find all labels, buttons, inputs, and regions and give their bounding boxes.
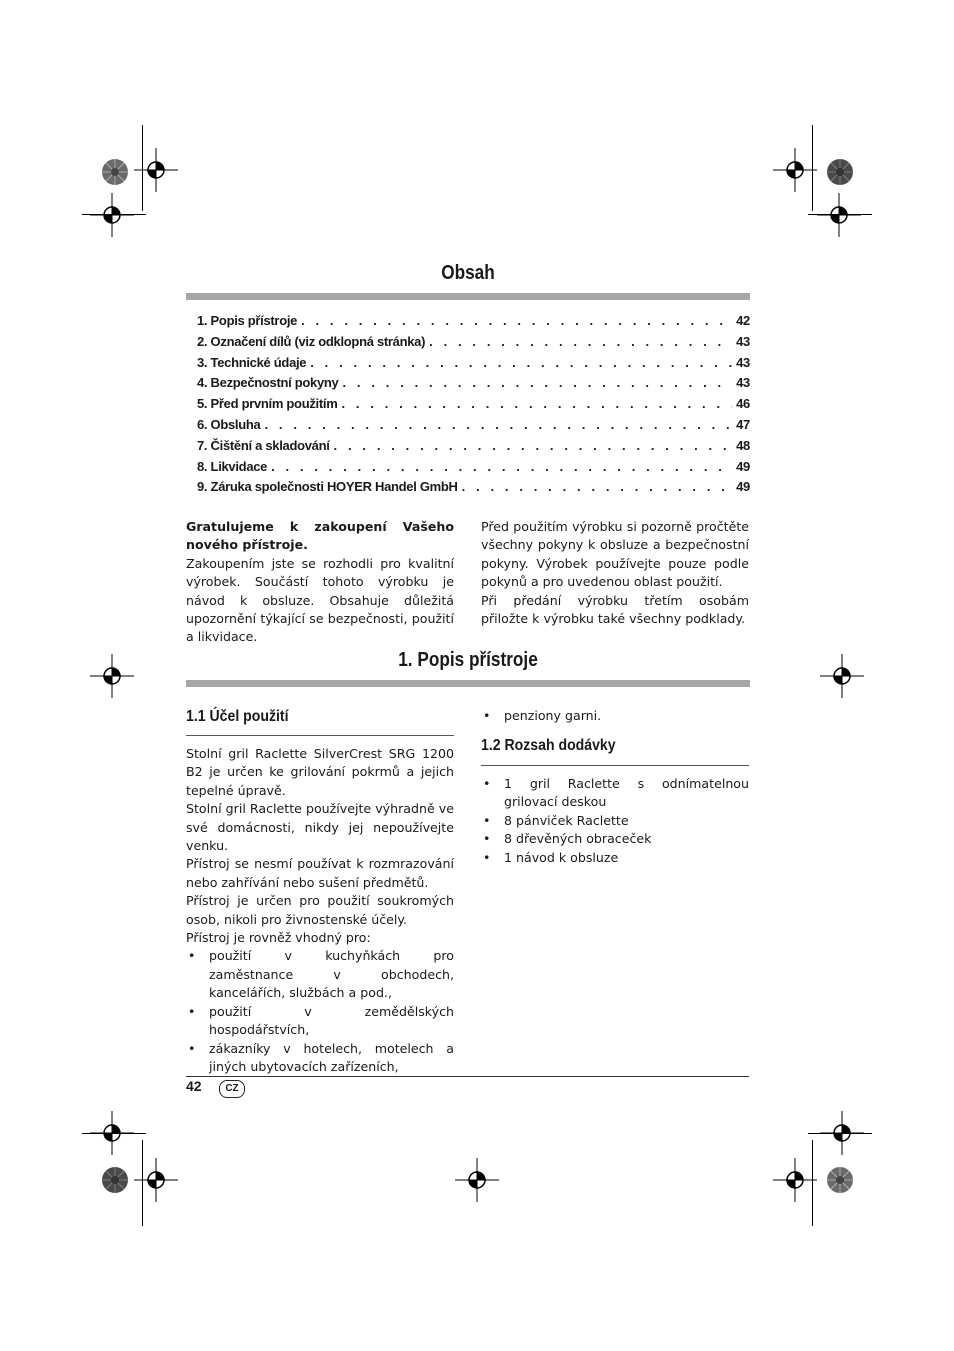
page-number: 42	[186, 1078, 202, 1094]
intro-left-text: Zakoupením jste se rozhodli pro kvalitní výrobek. Součástí tohoto výrobku je návod k obsluze. Obsahuje důležitá upozornění týkající se bezpečnosti, použití a likvidace.	[186, 555, 454, 645]
intro-right-paragraph: Při předání výrobku třetím osobám přiložte k výrobku také všechny podklady.	[481, 592, 749, 627]
registration-mark-icon	[455, 1158, 499, 1202]
body-paragraph: Stolní gril Raclette SilverCrest SRG 1200 B2 je určen ke grilování pokrmů a jejich tepelné úpravě.	[186, 746, 454, 798]
section-title: 1. Popis přístroje	[398, 649, 538, 671]
registration-mark-icon	[773, 1158, 817, 1202]
toc-entry[interactable]	[197, 394, 750, 415]
usage-list	[186, 947, 454, 1076]
toc-entry[interactable]	[197, 457, 750, 478]
toc-entry[interactable]	[197, 311, 750, 332]
list-item: • 8 pánviček Raclette	[481, 812, 749, 830]
footer-rule	[186, 1076, 749, 1077]
list-item: • penziony garni.	[481, 707, 749, 725]
toc-entry-page: 43	[736, 333, 750, 349]
list-item: • 1 návod k obsluze	[481, 849, 749, 867]
toc-entry[interactable]	[197, 415, 750, 436]
subsection-rule	[186, 735, 454, 736]
color-calibration-disc-icon	[101, 1166, 129, 1194]
registration-mark-icon	[773, 148, 817, 192]
delivery-column	[481, 775, 749, 867]
toc-entry-label: 8. Likvidace	[197, 458, 268, 474]
body-paragraph: Stolní gril Raclette používejte výhradně ve své domácnosti, nikdy jej nepoužívejte venku.	[186, 801, 454, 854]
delivery-list	[481, 775, 749, 867]
list-item: • 8 dřevěných obraceček	[481, 830, 749, 848]
registration-mark-icon	[90, 1111, 134, 1155]
usage-list-continued	[481, 707, 749, 725]
list-item: • zákazníky v hotelech, motelech a jiných ubytovacích zařízeních,	[186, 1040, 454, 1077]
intro-right-column	[481, 518, 749, 628]
subsection-rule	[481, 765, 749, 766]
toc-entry-page: 48	[736, 437, 750, 453]
section-left-column	[186, 745, 454, 1076]
registration-mark-icon	[90, 193, 134, 237]
subsection-title: 1.1 Účel použití	[186, 708, 289, 725]
toc-entry[interactable]	[197, 436, 750, 457]
body-paragraph: Přístroj je určen pro použití soukromých osob, nikoli pro živnostenské účely.	[186, 893, 454, 927]
intro-left-column	[186, 518, 454, 647]
color-calibration-disc-icon	[826, 1166, 854, 1194]
toc-entry-label: 2. Označení dílů (viz odklopná stránka)	[197, 333, 426, 349]
toc-entry-label: 3. Technické údaje	[197, 354, 307, 370]
toc-entry-page: 42	[736, 313, 750, 328]
toc-entry-label: 9. Záruka společnosti HOYER Handel GmbH	[197, 479, 458, 495]
toc-entry[interactable]	[197, 373, 750, 394]
toc-entry-page: 47	[736, 416, 750, 432]
toc-entry[interactable]	[197, 332, 750, 353]
color-calibration-disc-icon	[826, 158, 854, 186]
table-of-contents	[197, 311, 750, 498]
section-title-bar	[186, 680, 750, 687]
toc-entry[interactable]	[197, 477, 750, 498]
registration-mark-icon	[820, 654, 864, 698]
toc-entry-label: 4. Bezpečnostní pokyny	[197, 375, 339, 391]
toc-title: Obsah	[441, 262, 495, 284]
toc-entry-page: 46	[736, 396, 750, 412]
toc-entry[interactable]	[197, 353, 750, 374]
list-item: • 1 gril Raclette s odnímatelnou grilovací deskou	[481, 775, 749, 812]
language-badge: CZ	[219, 1080, 245, 1098]
list-item: • použití v kuchyňkách pro zaměstnance v obchodech, kancelářích, službách a pod.,	[186, 947, 454, 1002]
toc-entry-label: 5. Před prvním použitím	[197, 396, 338, 412]
toc-entry-label: 6. Obsluha	[197, 416, 261, 432]
intro-greeting: Gratulujeme k zakoupení Vašeho nového přístroje.	[186, 519, 454, 553]
toc-entry-page: 49	[736, 479, 750, 495]
registration-mark-icon	[90, 654, 134, 698]
list-item: • použití v zemědělských hospodářstvích,	[186, 1003, 454, 1040]
intro-right-paragraph: Před použitím výrobku si pozorně pročtěte všechny pokyny k obsluze a bezpečnostní pokyny. Výrobek používejte pouze podle pokynů a pro uvedenou oblast použití.	[481, 519, 749, 590]
color-calibration-disc-icon	[101, 158, 129, 186]
registration-mark-icon	[817, 193, 861, 237]
toc-entry-page: 49	[736, 458, 750, 474]
body-paragraph: Přístroj se nesmí používat k rozmrazování nebo zahřívání nebo sušení předmětů.	[186, 856, 454, 890]
toc-title-bar	[186, 293, 750, 300]
toc-entry-label: 7. Čištění a skladování	[197, 437, 330, 453]
toc-entry-page: 43	[736, 375, 750, 391]
registration-mark-icon	[134, 148, 178, 192]
registration-mark-icon	[134, 1158, 178, 1202]
section-right-column	[481, 707, 749, 725]
toc-entry-label: 1. Popis přístroje	[197, 313, 298, 328]
registration-mark-icon	[820, 1111, 864, 1155]
toc-entry-page: 43	[736, 354, 750, 370]
body-paragraph: Přístroj je rovněž vhodný pro:	[186, 930, 371, 946]
subsection-title: 1.2 Rozsah dodávky	[481, 737, 616, 754]
